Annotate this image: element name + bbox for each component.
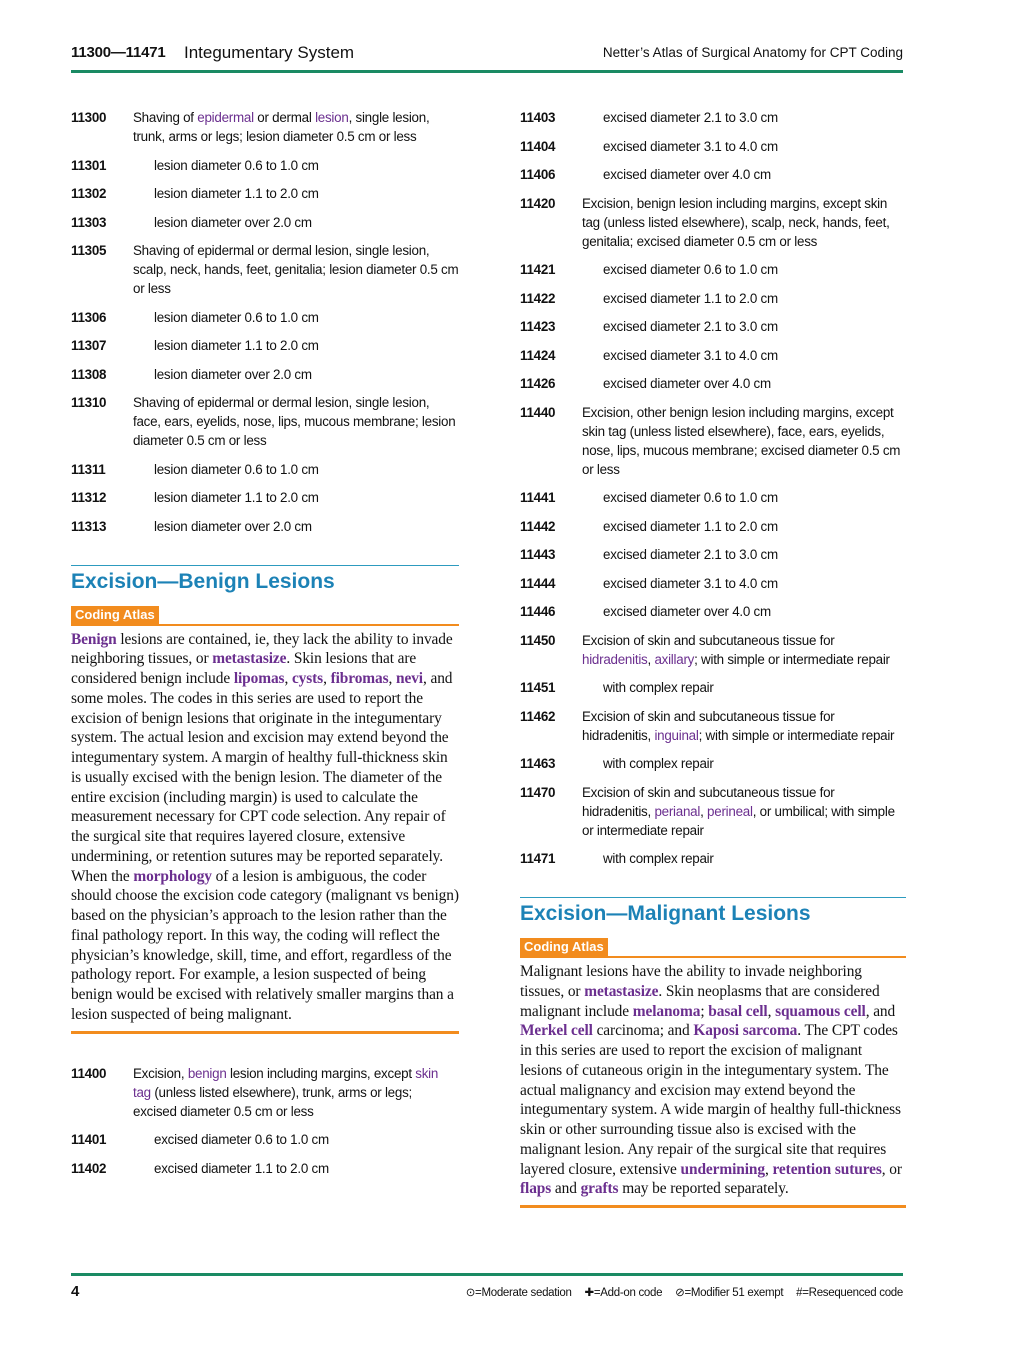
header-rule — [71, 70, 903, 73]
symbol-legend — [456, 1285, 903, 1299]
code-entry — [520, 165, 906, 184]
glossary-term: flaps — [520, 1180, 552, 1198]
cpt-code: 11451 — [520, 680, 556, 695]
code-entry — [520, 488, 906, 507]
code-entry — [71, 308, 459, 327]
right-column — [520, 108, 906, 1208]
text-run: ; with simple or intermediate repair — [694, 651, 890, 667]
cpt-code: 11300 — [71, 110, 107, 125]
glossary-term: lipomas — [233, 670, 285, 687]
glossary-term: retention sutures — [772, 1160, 882, 1178]
glossary-term: basal cell — [708, 1002, 768, 1020]
text-run: , — [764, 1160, 773, 1178]
legend-item: ⊙=Moderate sedation — [465, 1287, 572, 1299]
cpt-code: 11422 — [520, 290, 556, 306]
code-entry — [520, 754, 906, 773]
cpt-code: 11421 — [520, 262, 556, 277]
glossary-term: Kaposi sarcoma — [693, 1022, 798, 1040]
glossary-term: benign — [187, 1065, 227, 1081]
code-description — [133, 108, 459, 146]
coding-atlas-bar — [71, 606, 459, 626]
code-entry — [71, 1159, 459, 1178]
code-description — [154, 517, 459, 536]
cpt-code: 11463 — [520, 756, 556, 771]
code-entry — [520, 289, 906, 308]
code-description — [582, 783, 906, 840]
text-run: , — [767, 1002, 776, 1020]
code-entry — [520, 403, 906, 479]
glossary-term: perianal — [654, 803, 701, 819]
text-run: excised diameter 1.1 to 2.0 cm — [154, 1160, 329, 1176]
text-run: Excision of skin and subcutaneous tissue for hidradenitis, — [582, 784, 835, 819]
coding-atlas-label: Coding Atlas — [520, 938, 608, 957]
code-entry — [520, 346, 906, 365]
text-run: excised diameter 3.1 to 4.0 cm — [603, 138, 778, 154]
text-run: lesion diameter 0.6 to 1.0 cm — [154, 157, 319, 173]
text-run: excised diameter over 4.0 cm — [603, 604, 771, 619]
text-run: , — [647, 651, 655, 667]
glossary-term: inguinal — [654, 727, 699, 743]
text-run: Excision of skin and subcutaneous tissue for hidradenitis, — [582, 708, 835, 743]
text-run: lesion diameter over 2.0 cm — [154, 366, 312, 382]
text-run: . The CPT codes in this series are used to report the excision of malignant lesions of cutaneous origin in the integumentary system. The actual malignancy and excision may extend beyond the integumentary system. A wide margin of healthy full-thickness skin or other surrounding tissue also is excised with the malignant lesion. Any repair of the surgical site that requires layered closure, extensive — [520, 1022, 901, 1178]
glossary-term: cysts — [291, 670, 324, 687]
cpt-code: 11444 — [520, 575, 556, 591]
code-description — [154, 336, 459, 355]
cpt-code: 11450 — [520, 632, 556, 648]
text-run: Excision, other benign lesion including margins, except skin tag (unless listed elsewhere), face, ears, eyelids, nose, lips, mucous membrane; excised diameter 0.5 cm or less — [582, 404, 901, 477]
glossary-term: fibromas — [330, 670, 389, 687]
glossary-term: epidermal — [197, 110, 254, 125]
text-run: excised diameter over 4.0 cm — [603, 167, 771, 182]
code-entry — [520, 849, 906, 868]
cpt-code: 11305 — [71, 243, 107, 258]
cpt-code: 11303 — [71, 214, 107, 230]
text-run: lesion diameter 0.6 to 1.0 cm — [154, 461, 319, 477]
code-description — [582, 403, 906, 479]
section-title: Excision—Benign Lesions — [71, 569, 335, 593]
legend-item: #=Resequenced code — [796, 1287, 903, 1299]
code-entry — [520, 137, 906, 156]
code-entry — [71, 108, 459, 146]
cpt-code: 11462 — [520, 708, 556, 724]
code-entry — [520, 517, 906, 536]
cpt-code: 11301 — [71, 157, 107, 173]
code-entry — [71, 365, 459, 384]
text-run: excised diameter 1.1 to 2.0 cm — [603, 518, 778, 534]
legend-item: ⊘=Modifier 51 exempt — [675, 1287, 784, 1299]
cpt-code: 11420 — [520, 195, 556, 211]
text-run: excised diameter 0.6 to 1.0 cm — [603, 262, 778, 277]
glossary-term: metastasize — [584, 982, 659, 1000]
code-description — [582, 194, 906, 251]
cpt-code: 11401 — [71, 1132, 107, 1147]
code-description — [154, 1130, 459, 1149]
glossary-term: nevi — [396, 670, 423, 687]
text-run: and — [551, 1180, 581, 1198]
glossary-term: hidradenitis — [582, 651, 648, 667]
code-list — [520, 108, 906, 868]
text-run: Shaving of epidermal or dermal lesion, single lesion, scalp, neck, hands, feet, genitalia; lesion diameter 0.5 cm or less — [133, 243, 459, 296]
code-entry — [71, 336, 459, 355]
code-entry — [520, 678, 906, 697]
cpt-code: 11470 — [520, 784, 556, 800]
text-run: with complex repair — [603, 851, 714, 866]
glossary-term: skin tag — [133, 1065, 439, 1100]
glossary-term: metastasize — [212, 650, 287, 668]
cpt-code: 11471 — [520, 851, 556, 866]
code-description — [154, 156, 459, 175]
text-run: ; — [700, 1002, 709, 1020]
code-entry — [520, 602, 906, 621]
left-column — [71, 108, 459, 1187]
cpt-code: 11404 — [520, 138, 556, 154]
page-number: 4 — [71, 1283, 80, 1300]
cpt-code: 11402 — [71, 1160, 107, 1176]
text-run: excised diameter 2.1 to 3.0 cm — [603, 319, 778, 334]
header-book-title: Netter’s Atlas of Surgical Anatomy for CPT Coding — [602, 45, 903, 60]
cpt-code: 11443 — [520, 547, 556, 562]
code-description — [133, 1064, 459, 1121]
text-run: of a lesion is ambiguous, the coder should choose the excision code category (malignant vs benign) based on the physician’s approach to the lesion rather than the final pathology report. In this way, the coding will reflect the physician’s knowledge, skill, time, and effort, regardless of the pathology report. For example, a lesion suspected of being benign would be excised with relatively smaller margins than a lesion suspected of being malignant. — [71, 867, 459, 1023]
footer-rule — [71, 1273, 903, 1276]
cpt-code: 11400 — [71, 1065, 107, 1081]
code-description — [603, 260, 906, 279]
code-description — [154, 365, 459, 384]
coding-atlas-text — [520, 962, 906, 1199]
cpt-code: 11406 — [520, 167, 556, 182]
code-entry — [520, 317, 906, 336]
coding-atlas-text — [71, 630, 459, 1025]
cpt-code: 11310 — [71, 395, 107, 410]
text-run: Excision of skin and subcutaneous tissue for — [582, 632, 835, 648]
text-run: excised diameter 0.6 to 1.0 cm — [154, 1132, 329, 1147]
text-run: . Skin lesions that are considered benign include — [71, 650, 417, 687]
code-entry — [520, 707, 906, 745]
text-run: lesion diameter 1.1 to 2.0 cm — [154, 490, 319, 505]
cpt-code: 11426 — [520, 376, 556, 391]
code-entry — [520, 108, 906, 127]
text-run: with complex repair — [603, 756, 714, 771]
text-run: , single lesion, trunk, arms or legs; lesion diameter 0.5 cm or less — [133, 110, 430, 144]
text-run: ; with simple or intermediate repair — [698, 727, 895, 743]
code-entry — [71, 1064, 459, 1121]
code-entry — [520, 194, 906, 251]
glossary-term: lesion — [315, 110, 349, 125]
code-description — [133, 393, 459, 450]
text-run: , — [323, 670, 331, 687]
text-run: lesion diameter over 2.0 cm — [154, 214, 312, 230]
code-description — [603, 317, 906, 336]
cpt-code: 11423 — [520, 319, 556, 334]
code-description — [154, 308, 459, 327]
cpt-code: 11440 — [520, 404, 556, 420]
cpt-code: 11446 — [520, 604, 556, 619]
text-run: (unless listed elsewhere), trunk, arms or legs; excised diameter 0.5 cm or less — [133, 1084, 412, 1119]
text-run: Excision, — [133, 1065, 188, 1081]
code-entry — [520, 631, 906, 669]
text-run: excised diameter 0.6 to 1.0 cm — [603, 490, 778, 505]
code-entry — [520, 783, 906, 840]
code-description — [603, 574, 906, 593]
text-run: , and — [865, 1002, 896, 1020]
section-title: Excision—Malignant Lesions — [520, 902, 811, 925]
header-section-title: Integumentary System — [184, 43, 355, 62]
text-run: excised diameter 2.1 to 3.0 cm — [603, 110, 778, 125]
benign-section — [71, 561, 459, 1034]
coding-atlas-bar — [520, 938, 906, 958]
text-run: Malignant lesions have the ability to invade neighboring tissues, or — [520, 963, 862, 1000]
code-description — [154, 488, 459, 507]
header-code-range: 11300—11471 — [71, 44, 166, 61]
code-description — [603, 165, 906, 184]
cpt-code: 11424 — [520, 347, 556, 363]
text-run: , or umbilical; with simple or intermediate repair — [582, 803, 895, 838]
code-description — [154, 460, 459, 479]
text-run: , — [284, 670, 292, 687]
code-entry — [71, 488, 459, 507]
code-description — [603, 602, 906, 621]
text-run: Excision, benign lesion including margins, except skin tag (unless listed elsewhere), scalp, neck, hands, feet, genitalia; excised diameter 0.5 cm or less — [582, 195, 890, 249]
cpt-code: 11308 — [71, 366, 107, 382]
code-entry — [520, 545, 906, 564]
text-run: excised diameter 3.1 to 4.0 cm — [603, 575, 778, 591]
text-run: excised diameter 2.1 to 3.0 cm — [603, 547, 778, 562]
text-run: , — [388, 670, 396, 687]
text-run: lesions are contained, ie, they lack the ability to invade neighboring tissues, or — [71, 630, 453, 668]
glossary-term: undermining — [680, 1160, 765, 1178]
text-run: lesion including margins, except — [226, 1065, 416, 1081]
coding-atlas-rule — [71, 624, 459, 626]
code-list — [71, 108, 459, 536]
text-run: or dermal — [253, 110, 316, 125]
code-description — [154, 184, 459, 203]
section-rule — [71, 565, 459, 566]
glossary-term: Merkel cell — [520, 1022, 593, 1040]
text-run: may be reported separately. — [618, 1180, 789, 1198]
code-description — [603, 678, 906, 697]
page-footer — [71, 1273, 903, 1303]
coding-atlas-end-rule — [520, 1205, 906, 1208]
code-entry — [71, 393, 459, 450]
code-entry — [71, 213, 459, 232]
malignant-section — [520, 893, 906, 1208]
text-run: lesion diameter over 2.0 cm — [154, 518, 312, 534]
text-run: carcinoma; and — [592, 1022, 694, 1040]
glossary-term: melanoma — [632, 1002, 701, 1020]
glossary-term: grafts — [580, 1180, 619, 1198]
code-description — [133, 241, 459, 298]
text-run: excised diameter 1.1 to 2.0 cm — [603, 290, 778, 306]
code-description — [603, 346, 906, 365]
glossary-term: morphology — [133, 867, 212, 885]
text-run: Shaving of — [133, 110, 198, 125]
cpt-code: 11307 — [71, 338, 107, 353]
text-run: lesion diameter 1.1 to 2.0 cm — [154, 338, 319, 353]
glossary-term: Benign — [71, 630, 117, 648]
code-description — [154, 1159, 459, 1178]
code-entry — [520, 574, 906, 593]
code-entry — [520, 374, 906, 393]
cpt-code: 11313 — [71, 518, 107, 534]
code-description — [582, 707, 906, 745]
code-entry — [71, 184, 459, 203]
coding-atlas-rule — [520, 956, 906, 958]
code-description — [603, 374, 906, 393]
cpt-code: 11442 — [520, 518, 556, 534]
cpt-code: 11311 — [71, 461, 106, 477]
cpt-code: 11302 — [71, 186, 107, 201]
code-description — [603, 137, 906, 156]
code-description — [603, 754, 906, 773]
coding-atlas-end-rule — [71, 1031, 459, 1034]
text-run: lesion diameter 1.1 to 2.0 cm — [154, 186, 319, 201]
glossary-term: perineal — [707, 803, 753, 819]
cpt-code: 11441 — [520, 490, 556, 505]
cpt-code: 11403 — [520, 110, 556, 125]
text-run: . Skin neoplasms that are considered malignant include — [520, 982, 880, 1020]
code-description — [582, 631, 906, 669]
code-description — [154, 213, 459, 232]
code-entry — [71, 1130, 459, 1149]
text-run: lesion diameter 0.6 to 1.0 cm — [154, 309, 319, 325]
code-description — [603, 545, 906, 564]
code-entry — [71, 517, 459, 536]
code-list — [71, 1064, 459, 1178]
code-entry — [71, 241, 459, 298]
text-run: , and some moles. The codes in this series are used to report the excision of benign lesions that originate in the integumentary system. The actual lesion and excision may extend beyond the integumentary system. A margin of healthy full-thickness skin is usually excised with the benign lesion. The diameter of the entire excision (including margin) is used to calculate the measurement necessary for CPT code selection. Any repair of the surgical site that requires layered closure, extensive undermining, or retention sutures may be reported separately. When the — [71, 670, 453, 885]
text-run: , — [700, 803, 708, 819]
cpt-code: 11306 — [71, 309, 107, 325]
code-description — [603, 108, 906, 127]
code-description — [603, 488, 906, 507]
code-entry — [71, 460, 459, 479]
glossary-term: axillary — [654, 651, 695, 667]
code-description — [603, 849, 906, 868]
coding-atlas-label: Coding Atlas — [71, 606, 159, 625]
text-run: Shaving of epidermal or dermal lesion, single lesion, face, ears, eyelids, nose, lips, mucous membrane; lesion diameter 0.5 cm or less — [133, 395, 456, 448]
text-run: with complex repair — [603, 680, 714, 695]
text-run: excised diameter 3.1 to 4.0 cm — [603, 347, 778, 363]
text-run: , or — [881, 1160, 902, 1178]
text-run: excised diameter over 4.0 cm — [603, 376, 771, 391]
page-header — [71, 42, 903, 72]
cpt-code: 11312 — [71, 490, 107, 505]
code-entry — [71, 156, 459, 175]
glossary-term: squamous cell — [775, 1002, 866, 1020]
legend-item: ✚=Add-on code — [584, 1287, 663, 1299]
section-rule — [520, 897, 906, 898]
code-entry — [520, 260, 906, 279]
code-description — [603, 289, 906, 308]
code-description — [603, 517, 906, 536]
